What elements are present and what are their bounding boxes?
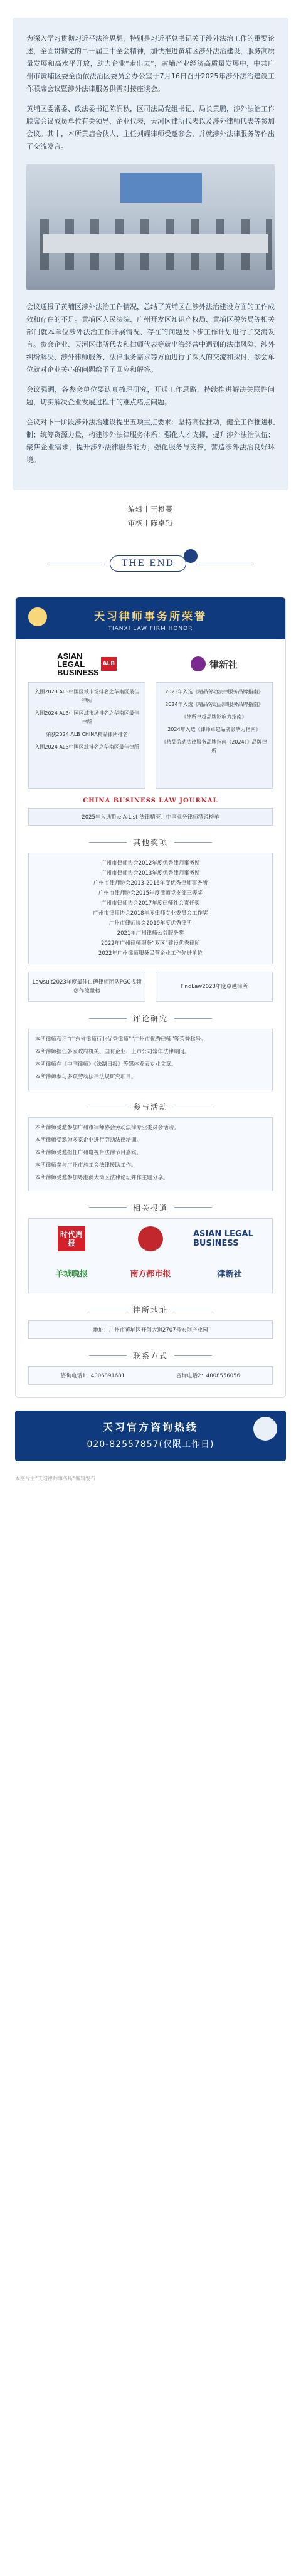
- list-item: 本所律师受邀为多家企业进行劳动法律培训。: [35, 1137, 142, 1143]
- cb-logo: CHINA BUSINESS LAW JOURNAL: [83, 797, 218, 804]
- article-paragraph-1: 为深入学习贯彻习近平法治思想，特别是习近平总书记关于涉外法治工作的重要论述，全面贯彻党的二十届三中全会精神，加快推进黄埔区涉外法治建设，服务高质量发展和高水平开放，助力企业“走出去”，黄埔产业经济高质量发展中，中共广州市黄埔区委全面依法治区委员会办公室于7月16日召开2025年涉外法治建设工作联席会议暨涉外法律服务供需对接座谈会。: [26, 34, 275, 93]
- mascot-icon: [253, 1417, 277, 1441]
- media-logo-shidai: 时代周报: [58, 1226, 85, 1251]
- editor-credit: 编辑丨王橙蔓: [128, 505, 173, 513]
- article-paragraph-4: 会议强调，各参会单位要认真梳理研究，开通工作思路，持续推进解决关联性问题，切实解决企业发展过程中的难点堵点问题。: [26, 386, 275, 406]
- contact-box: [28, 1366, 273, 1385]
- media-logo-lxs: 律新社: [217, 1269, 242, 1279]
- list-item: 本所律师担任多家政府机关、国有企业、上市公司常年法律顾问。: [35, 1049, 190, 1055]
- article-section: [0, 0, 301, 572]
- alb-award: 荣获2024 ALB CHINA精品律所排名: [46, 732, 128, 737]
- other-awards-title: 其他奖项: [28, 837, 273, 848]
- list-item: 广州市律师协会2015年度律师党支部三等奖: [98, 890, 203, 896]
- activities-list: [28, 1117, 273, 1191]
- honor-title: 天习律师事务所荣誉: [94, 611, 207, 623]
- lx-logo: [156, 651, 273, 677]
- list-item: 本所律师受邀参加广州市律师协会劳动法律专业委员会活动。: [35, 1125, 179, 1131]
- credits: [13, 503, 288, 530]
- list-item: 广州市律师协会2017年度律师社会责任奖: [101, 900, 200, 907]
- hotline-banner: [15, 1411, 286, 1461]
- media-logo-yangcheng: 羊城晚报: [55, 1269, 88, 1279]
- media-logo-nandu: 南方都市报: [130, 1269, 171, 1279]
- lx-award: 2024年入选《律师卓越品牌影响力指南》: [167, 727, 261, 732]
- lx-logo-text: 律新社: [209, 658, 238, 670]
- alb-logo: [28, 651, 145, 677]
- list-item: 广州市律师协会2018年度律师专业委员会工作奖: [93, 910, 208, 917]
- article-paragraph-5: 会议对下一阶段涉外法治建设提出五项重点要求：坚持高位推动，健全工作推进机制；统筹资源力量，构建涉外法律服务体系；强化人才支撑，提升涉外法治队伍；聚焦企业需求，提升涉外法律服务能力；强化服务与支撑，营造涉外法治良好环境。: [26, 418, 275, 464]
- lx-column: [156, 651, 273, 789]
- lx-award: 2024年入选《精品劳动法律服务品牌指南》: [165, 702, 263, 707]
- list-item: 本所律师在《中国律师》《法制日报》等媒体发表专业文章。: [35, 1061, 177, 1068]
- platform-awards: [28, 972, 273, 1002]
- alb-tag: ALB: [101, 657, 117, 671]
- media-logo-circle-icon: [138, 1226, 163, 1251]
- honor-body: [16, 639, 285, 1397]
- list-item: 广州市律师协会2013-2016年度优秀律师事务所: [93, 880, 208, 886]
- article-paragraph-2: 黄埔区委常委、政法委书记陈润秋，区司法局党组书记、局长黄鹏，涉外法治工作联席会议成员单位有关领导、企业代表，天河区律所代表以及涉外律师代表等参加会议。其中，本所黄启合伙人、主任刘耀律师受邀参会，并就涉外法律服务等作出了交流发言。: [26, 105, 275, 150]
- list-item: 2022年广州律师服务民营企业工作先进单位: [98, 950, 203, 957]
- list-item: 本所律师获评“广东省律师行业优秀律师”“广州市优秀律师”等荣誉称号。: [35, 1036, 206, 1043]
- address: 地址：广州市黄埔区开创大道2707号宏创产业园: [28, 1320, 273, 1339]
- list-item: 广州市律师协会2013年度优秀律师事务所: [101, 870, 200, 876]
- honor-card: [15, 597, 286, 1398]
- honor-subtitle: TIANXI LAW FIRM HONOR: [108, 626, 193, 632]
- phone-2[interactable]: 咨询电话2：4008556056: [176, 1373, 240, 1379]
- alb-logo-line-3: BUSINESS: [57, 667, 99, 677]
- list-item: 本所律师参与广州市总工会法律援助工作。: [35, 1162, 137, 1169]
- firm-logo-icon: [28, 607, 47, 626]
- lx-awards: [156, 682, 273, 789]
- list-item: 本所律师受邀担任广州电视台法律节目嘉宾。: [35, 1150, 142, 1156]
- alb-column: [28, 651, 145, 789]
- the-end-label: THE END: [110, 555, 186, 572]
- other-awards-list: [28, 853, 273, 964]
- address-title: 律所地址: [28, 1305, 273, 1315]
- mascot-icon: [184, 549, 198, 563]
- activities-title: 参与活动: [28, 1101, 273, 1112]
- list-item: 本所律师参与多项劳动法律法规研究项目。: [35, 1074, 137, 1080]
- evaluation-list: [28, 1029, 273, 1090]
- lx-logo-icon: [191, 656, 206, 671]
- alb-award: 入围2024 ALB中国区域排名之华南区最佳律所: [34, 744, 139, 750]
- photo-screen: [120, 173, 202, 203]
- phone-1[interactable]: 咨询电话1：4006891681: [61, 1373, 125, 1379]
- list-item: 2021年广州律师公益服务奖: [117, 930, 184, 937]
- list-item: 广州市律师协会2012年度优秀律师事务所: [101, 860, 200, 866]
- honor-header: [16, 597, 285, 639]
- hotline-number[interactable]: 020-82557857(仅限工作日): [87, 1439, 214, 1449]
- list-item: 广州市律师协会2019年度优秀律所: [108, 920, 193, 927]
- media-title: 相关报道: [28, 1202, 273, 1213]
- the-end-banner: [13, 555, 288, 572]
- article-paragraph-3: 会议通报了黄埔区涉外法治工作情况，总结了黄埔区在涉外法治建设方面的工作成效和存在的不足。黄埔区人民法院、广州开发区知识产权局、黄埔区税务局等相关部门就本单位涉外法治工作开展情况、存在的问题及下步工作计划进行了交流发言。参会企业、天河区律所代表和律师代表等就出海经营中遇到的法律风险、涉外纠纷解决、涉外律师服务、法律服务需求等方面进行了深入的交流和探讨，参会单位就对企业关心的问题给予了回应和解答。: [26, 303, 275, 374]
- media-logo-alb: ASIAN LEGAL BUSINESS: [193, 1229, 253, 1248]
- lx-award: 2023年入选《精品劳动法律服务品牌指南》: [165, 689, 263, 695]
- alb-award: 入围2024 ALB中国区域市场排名之华南区最佳律所: [34, 710, 139, 725]
- contact-title: 联系方式: [28, 1350, 273, 1361]
- hotline-title: 天习官方咨询热线: [102, 1421, 198, 1433]
- meeting-photo: [26, 164, 275, 290]
- lx-award: 《律所卓越品牌影响力指南》: [181, 714, 247, 720]
- media-logos: [28, 1218, 273, 1293]
- alb-logo-line-2: LEGAL: [57, 659, 85, 669]
- lx-award: 《精品劳动法律服务品牌指南（2024）》品牌律所: [161, 739, 267, 754]
- footer-note: 本图片由“天习律师事务所”编辑发布: [15, 1476, 96, 1481]
- evaluation-title: 评论研究: [28, 1013, 273, 1024]
- reviewer-credit: 审核丨陈卓铅: [128, 519, 173, 527]
- list-item: 本所律师受邀参加粤港澳大湾区法律论坛并作主题分享。: [35, 1175, 169, 1181]
- cb-award: 2025年入选The A-List 法律精英：中国业务律师精锐榜单: [28, 808, 273, 826]
- photo-table: [43, 234, 268, 253]
- alb-logo-line-1: ASIAN: [57, 651, 83, 661]
- alb-award: 入围2023 ALB中国区域市场排名之华南区最佳律所: [34, 689, 139, 703]
- award-row: [28, 651, 273, 789]
- findlaw-award: FindLaw2023年度卓越律所: [156, 972, 273, 1002]
- list-item: 2022年广州律师服务“双区”建设优秀律所: [101, 940, 200, 947]
- lawsuit-award: Lawsuit2023年度最佳口碑律师团队PGC视频创作流量榜: [28, 972, 145, 1002]
- article-body: [13, 18, 288, 490]
- alb-awards: [28, 682, 145, 789]
